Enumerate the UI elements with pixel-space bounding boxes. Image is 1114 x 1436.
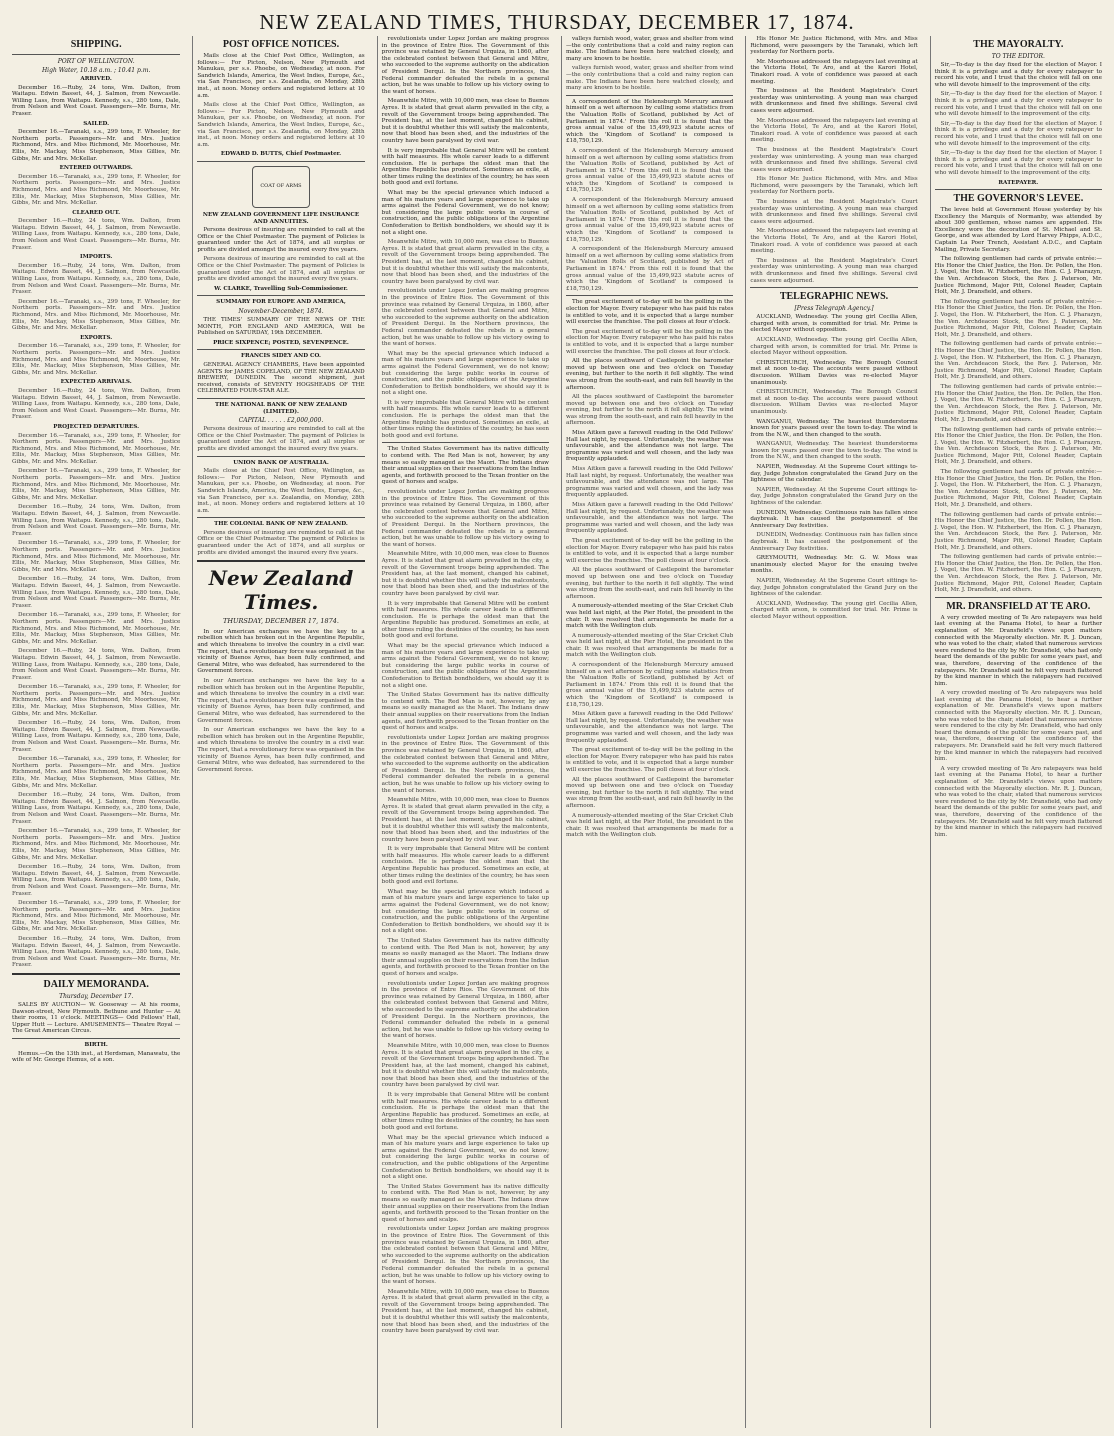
post-office-heading: POST OFFICE NOTICES. bbox=[222, 39, 340, 50]
shipping-news-4: December 16.—Ruby, 24 tons, Wm. Dalton, from Waitapu. Edwin Basset, 44, J. Salmon, from Newcastle. Willing Lass, from Waitapu. Kennedy, s.s., 280 tons, Dale, from Nelson and West Coast. Passengers—Mr. Burns, Mr. Fraser. bbox=[12, 576, 181, 609]
levee-list-5: The following gentlemen had cards of private entrée:—His Honor the Chief Justice, the Hon. Dr. Pollen, the Hon. J. Vogel, the Hon. W. Fitzherbert, the Hon. C. J. Pharazyn, the Ven. Archdeacon Stock, the Rev. J. Paterson, Mr. Justice Richmond, Major Pitt, Colonel Reader, Captain Holt, Mr. J. Dransfield, and others. bbox=[934, 426, 1102, 466]
col3-para-6: revolutionists under Lopez Jordan are making progress in the province of Entre Rios. The Government of this province was retained by General Urquiza, in 1860, after the celebrated contest between that General and Mitre, who succeeded to the supreme authority on the abdication of President Derqui. In the Northern provinces, the Federal commander defeated the rebels in a general action, but he was unable to follow up his victory owing to the want of horses. bbox=[381, 288, 549, 348]
imports-label: IMPORTS. bbox=[79, 254, 113, 261]
col4-para-8: Miss Aitken gave a farewell reading in the Odd Fellows' Hall last night, by request. Unfortunately, the weather was unfavourable, and the attendance was not large. The programme was varied and well chosen, and the lady was frequently applauded. bbox=[565, 711, 734, 744]
col4-para-5e: All the places southward of Castlepoint the barometer moved up between one and two o'clock on Tuesday evening, but further to the north it fell slightly. The wind was strong from the south-east, and rain fell heavily in the afternoon. bbox=[565, 567, 734, 600]
col3-para-10: revolutionists under Lopez Jordan are making progress in the province of Entre Rios. The Government of this province was retained by General Urquiza, in 1860, after the celebrated contest between that General and Mitre, who succeeded to the supreme authority on the abdication of President Derqui. In the Northern provinces, the Federal commander defeated the rebels in a general action, but he was unable to follow up his victory owing to the want of horses. bbox=[381, 489, 549, 548]
mayoralty-heading: THE MAYORALTY. bbox=[973, 39, 1064, 50]
dransfield-text-2: A very crowded meeting of Te Aro ratepayers was held last evening at the Panama Hotel, to hear a further explanation of Mr. Dransfield's views upon matters connected with the Mayoralty election. Mr. R. J. Duncan, who was voted to the chair, stated that numerous services were rendered to the city by Mr. Dransfield, who had only heard the demands of the public for some years past, and was, therefore, deserving of the confidence of the ratepayers. Mr. Dransfield said he felt very much flattered by the kind manner in which the ratepayers had received him. bbox=[934, 690, 1102, 763]
dransfield-text-3: A very crowded meeting of Te Aro ratepayers was held last evening at the Panama Hotel, to hear a further explanation of Mr. Dransfield's views upon matters connected with the Mayoralty election. Mr. R. J. Duncan, who was voted to the chair, stated that numerous services were rendered to the city by Mr. Dransfield, who had only heard the demands of the public for some years past, and was, therefore, deserving of the confidence of the ratepayers. Mr. Dransfield said he felt very much flattered by the kind manner in which the ratepayers had received him. bbox=[934, 765, 1102, 838]
col3-para-15: revolutionists under Lopez Jordan are making progress in the province of Entre Rios. The Government of this province was retained by General Urquiza, in 1860, after the celebrated contest between that General and Mitre, who succeeded to the supreme authority on the abdication of President Derqui. In the Northern provinces, the Federal commander defeated the rebels in a general action, but he was unable to follow up his victory owing to the want of horses. bbox=[381, 734, 549, 794]
col3-para-3: It is very improbable that General Mitre will be content with half measures. His whole career leads to a different conclusion. He is perhaps the oldest man that the Argentine Republic has produced. Sometimes an exile, at other times ruling the destinies of the country, he has seen both good and evil fortune. bbox=[381, 147, 549, 187]
editorial-dateline: THURSDAY, DECEMBER 17, 1874. bbox=[223, 617, 339, 626]
birth-label: BIRTH. bbox=[84, 1042, 108, 1048]
levee-list: The following gentlemen had cards of private entrée:—His Honor the Chief Justice, the Hon. Dr. Pollen, the Hon. J. Vogel, the Hon. W. Fitzherbert, the Hon. C. J. Pharazyn, the Ven. Archdeacon Stock, the Rev. J. Paterson, Mr. Justice Richmond, Major Pitt, Colonel Reader, Captain Holt, Mr. J. Dransfield, and others. bbox=[934, 256, 1102, 296]
col3-para-9: The United States Government has its native difficulty to contend with. The Red Man is not, however, by any means so easily managed as the Maori. The Indians draw their annual supplies on their reservations from the Indian agents, and forthwith proceed to the Texan frontier on the quest of horses and scalps. bbox=[381, 446, 549, 486]
column-4 bbox=[561, 36, 737, 1428]
col4-para-11: A numerously-attended meeting of the Star Cricket Club was held last night, at the Pier Hotel, the president in the chair. It was resolved that arrangements be made for a match with the Wellington club. bbox=[565, 812, 734, 839]
col3-para-8: It is very improbable that General Mitre will be content with half measures. His whole career leads to a different conclusion. He is perhaps the oldest man that the Argentine Republic has produced. Sometimes an exile, at other times ruling the destinies of the country, he has seen both good and evil fortune. bbox=[381, 399, 549, 439]
masthead: NEW ZEALAND TIMES, THURSDAY, DECEMBER 17, 1874. bbox=[259, 10, 855, 34]
telegram-greymouth: GREYMOUTH, Wednesday. Mr. G. W. Moss was unanimously elected Mayor for the ensuing twelve months. bbox=[750, 555, 918, 575]
insurance-heading: NEW ZEALAND GOVERNMENT LIFE INSURANCE AND ANNUITIES. bbox=[202, 211, 360, 225]
editorial-title: New Zealand Times. bbox=[208, 566, 354, 615]
summary-price: PRICE SIXPENCE; POSTED, SEVENPENCE. bbox=[213, 339, 349, 346]
entered-text: December 16.—Taranaki, s.s., 299 tons, F. Wheeler, for Northern ports. Passengers—Mr. and Mrs. Justice Richmond, Mrs. and Miss Richmond, Mr. Moorhouse, Mr. Ellis, Mr. Mackay, Miss Stephenson, Miss Gillies, Mr. Gibbs, Mr. and Mrs. McKellar. bbox=[12, 173, 181, 207]
memoranda-text: SALES BY AUCTION— W. Gooseway — At his rooms, Dawson-street, New Plymouth. Bethune and Hunter — At their rooms, 11 o'clock. MEETINGS— Odd Fellows' Hall, Upper Hutt — Lecture. AMUSEMENTS— Theatre Royal — The Great American Circus. bbox=[12, 1002, 181, 1035]
post-office-text-2: Mails close at the Chief Post Office, Wellington, as follows:— For Picton, Nelson, New Plymouth and Manukau, per s.s. Phoebe, on Wednesday, at noon. For Sandwich Islands, America, the West Indies, Europe, &c., via San Francisco, per s.s. Zealandia, on Monday, 28th inst., at noon. Money orders and registered letters at 10 a.m. bbox=[197, 102, 365, 148]
telegraphic-heading: TELEGRAPHIC NEWS. bbox=[779, 291, 889, 303]
telegram-wanganui: WANGANUI, Wednesday. The heaviest thunderstorms known for years passed over the town to-day. The wind is from the N.W., and then changed to the south. bbox=[750, 418, 918, 438]
col3-para-17: It is very improbable that General Mitre will be content with half measures. His whole career leads to a different conclusion. He is perhaps the oldest man that the Argentine Republic has produced. Sometimes an exile, at other times ruling the destinies of the country, he has seen both good and evil fortune. bbox=[381, 846, 549, 886]
exports-label: EXPORTS. bbox=[80, 334, 113, 341]
col5-para-4: Mr. Moorhouse addressed the ratepayers last evening at the Victoria Hotel, Te Aro, and at the Karori Hotel, Tinakori road. A vote of confidence was passed at each meeting. bbox=[750, 117, 918, 144]
telegram-extra-2: AUCKLAND, Wednesday. The young girl Cecilia Allen, charged with arson, is committed for trial. Mr. Prime is elected Mayor without opposition. bbox=[750, 600, 918, 620]
shipping-news-6: December 16.—Ruby, 24 tons, Wm. Dalton, from Waitapu. Edwin Basset, 44, J. Salmon, from Newcastle. Willing Lass, from Waitapu. Kennedy, s.s., 280 tons, Dale, from Nelson and West Coast. Passengers—Mr. Burns, Mr. Fraser. bbox=[12, 648, 181, 681]
editorial-text-3: In our American exchanges we have the key to a rebellion which has broken out in the Argentine Republic, and which threatens to involve the country in a civil war. The report, that a revolutionary force was organised in the vicinity of Buenos Ayres, has been fully confirmed, and General Mitre, who was defeated, has surrendered to the Government forces. bbox=[197, 727, 365, 773]
union-bank-heading: UNION BANK OF AUSTRALIA. bbox=[233, 459, 329, 466]
levee-list-4: The following gentlemen had cards of private entrée:—His Honor the Chief Justice, the Hon. Dr. Pollen, the Hon. J. Vogel, the Hon. W. Fitzherbert, the Hon. C. J. Pharazyn, the Ven. Archdeacon Stock, the Rev. J. Paterson, Mr. Justice Richmond, Major Pitt, Colonel Reader, Captain Holt, Mr. J. Dransfield, and others. bbox=[934, 383, 1102, 423]
col3-para-16: Meanwhile Mitre, with 10,000 men, was close to Buenos Ayres. It is stated that great alarm prevailed in the city, a revolt of the Government troops being apprehended. The President has, at the last moment, changed his cabinet, but it is doubtful whether this will satisfy the malcontents, now that blood has been shed, and the industries of the country have been paralysed by civil war. bbox=[381, 797, 549, 843]
col4-para-3b: The great excitement of to-day will be the polling in the election for Mayor. Every ratepayer who has paid his rates is entitled to vote, and it is expected that a large number will exercise the franchise. The poll closes at four o'clock. bbox=[565, 328, 734, 355]
col3-para-14: The United States Government has its native difficulty to contend with. The Red Man is not, however, by any means so easily managed as the Maori. The Indians draw their annual supplies on their reservations from the Indian agents, and forthwith proceed to the Texan frontier on the quest of horses and scalps. bbox=[381, 692, 549, 732]
telegram-napier-2: NAPIER, Wednesday. At the Supreme Court sittings to-day, Judge Johnston congratulated the Grand Jury on the lightness of the calendar. bbox=[750, 486, 918, 507]
telegram-auckland-2: AUCKLAND, Wednesday. The young girl Cecilia Allen, charged with arson, is committed for trial. Mr. Prime is elected Mayor without opposition. bbox=[750, 336, 918, 357]
projected-label: PROJECTED DEPARTURES. bbox=[53, 423, 140, 430]
imports-text: December 16.—Ruby, 24 tons, Wm. Dalton, from Waitapu. Edwin Basset, 44, J. Salmon, from Newcastle. Willing Lass, from Waitapu. Kennedy, s.s., 280 tons, Dale, from Nelson and West Coast. Passengers—Mr. Burns, Mr. Fraser. bbox=[12, 262, 181, 296]
col3-para-20: revolutionists under Lopez Jordan are making progress in the province of Entre Rios. The Government of this province was retained by General Urquiza, in 1860, after the celebrated contest between that General and Mitre, who succeeded to the supreme authority on the abdication of President Derqui. In the Northern provinces, the Federal commander defeated the rebels in a general action, but he was unable to follow up his victory owing to the want of horses. bbox=[381, 980, 549, 1040]
col3-para-4: What may be the special grievance which induced a man of his mature years and large experience to take up arms against the Federal Government, we do not know; but considering the large public works in course of construction, and the public obligations of the Argentine Confederation to British bondholders, we should say it is not a slight one. bbox=[381, 190, 549, 236]
col4-para-2b: A correspondent of the Helensburgh Mercury amused himself on a wet afternoon by culling some statistics from the 'Valuation Rolls of Scotland, published by Act of Parliament in 1874.' From this roll it is found that the gross annual value of the 15,499,923 statute acres of which the 'Kingdom of Scotland' is composed is £18,750,129. bbox=[565, 147, 734, 194]
col4-para-5: Miss Aitken gave a farewell reading in the Odd Fellows' Hall last night, by request. Unfortunately, the weather was unfavourable, and the attendance was not large. The programme was varied and well chosen, and the lady was frequently applauded. bbox=[565, 430, 734, 463]
col5-para-7: The business at the Resident Magistrate's Court yesterday was uninteresting. A young man was charged with drunkenness and fined five shillings. Several civil cases were adjourned. bbox=[750, 199, 918, 225]
col3-para-12: It is very improbable that General Mitre will be content with half measures. His whole career leads to a different conclusion. He is perhaps the oldest man that the Argentine Republic has produced. Sometimes an exile, at other times ruling the destinies of the country, he has seen both good and evil fortune. bbox=[381, 600, 549, 640]
col4-para-2c: A correspondent of the Helensburgh Mercury amused himself on a wet afternoon by culling some statistics from the 'Valuation Rolls of Scotland, published by Act of Parliament in 1874.' From this roll it is found that the gross annual value of the 15,499,923 statute acres of which the 'Kingdom of Scotland' is composed is £18,750,129. bbox=[565, 197, 734, 243]
col4-para-6b: A numerously-attended meeting of the Star Cricket Club was held last night, at the Pier Hotel, the president in the chair. It was resolved that arrangements be made for a match with the Wellington club. bbox=[565, 632, 734, 659]
shipping-news-9: December 16.—Taranaki, s.s., 299 tons, F. Wheeler, for Northern ports. Passengers—Mr. and Mrs. Justice Richmond, Mrs. and Miss Richmond, Mr. Moorhouse, Mr. Ellis, Mr. Mackay, Miss Stephenson, Miss Gillies, Mr. Gibbs, Mr. and Mrs. McKellar. bbox=[12, 756, 181, 789]
national-bank-capital: CAPITAL . . . . . £2,000,000. bbox=[238, 417, 324, 425]
sailings-text: December 16.—Taranaki, s.s., 299 tons, F. Wheeler, for Northern ports. Passengers—Mr. and Mrs. Justice Richmond, Mrs. and Miss Richmond, Mr. Moorhouse, Mr. Ellis, Mr. Mackay, Miss Stephenson, Miss Gillies, Mr. Gibbs, Mr. and Mrs. McKellar. bbox=[12, 129, 181, 162]
shipping-news-8: December 16.—Ruby, 24 tons, Wm. Dalton, from Waitapu. Edwin Basset, 44, J. Salmon, from Newcastle. Willing Lass, from Waitapu. Kennedy, s.s., 280 tons, Dale, from Nelson and West Coast. Passengers—Mr. Burns, Mr. Fraser. bbox=[12, 720, 181, 753]
sidey-text: GENERAL AGENCY CHAMBERS, Have been appointed AGENTS for JAMES COPELAND, OF THE NEW ZEALAND BREWERY, DUNEDIN. The second shipment, just received, consists of SEVENTY HOGSHEADS OF THE CELEBRATED FOUR-STAR ALE. bbox=[197, 362, 365, 395]
col4-para-3: The great excitement of to-day will be the polling in the election for Mayor. Every ratepayer who has paid his rates is entitled to vote, and it is expected that a large number will exercise the franchise. The poll closes at four o'clock. bbox=[565, 299, 734, 326]
shipping-heading: SHIPPING. bbox=[70, 39, 122, 50]
col3-para-18: What may be the special grievance which induced a man of his mature years and large experience to take up arms against the Federal Government, we do not know; but considering the large public works in course of construction, and the public obligations of the Argentine Confederation to British bondholders, we should say it is not a slight one. bbox=[381, 888, 549, 935]
col5-para-3: The business at the Resident Magistrate's Court yesterday was uninteresting. A young man was charged with drunkenness and fined five shillings. Several civil cases were adjourned. bbox=[750, 88, 918, 114]
column-5 bbox=[745, 36, 921, 1428]
col3-para-23: What may be the special grievance which induced a man of his mature years and large experience to take up arms against the Federal Government, we do not know; but considering the large public works in course of construction, and the public obligations of the Argentine Confederation to British bondholders, we should say it is not a slight one. bbox=[381, 1134, 549, 1181]
col3-para-19: The United States Government has its native difficulty to contend with. The Red Man is not, however, by any means so easily managed as the Maori. The Indians draw their annual supplies on their reservations from the Indian agents, and forthwith proceed to the Texan frontier on the quest of horses and scalps. bbox=[381, 938, 549, 977]
col5-para-8: Mr. Moorhouse addressed the ratepayers last evening at the Victoria Hotel, Te Aro, and at the Karori Hotel, Tinakori road. A vote of confidence was passed at each meeting. bbox=[750, 228, 918, 255]
col3-para-21: Meanwhile Mitre, with 10,000 men, was close to Buenos Ayres. It is stated that great alarm prevailed in the city, a revolt of the Government troops being apprehended. The President has, at the last moment, changed his cabinet, but it is doubtful whether this will satisfy the malcontents, now that blood has been shed, and the industries of the country have been paralysed by civil war. bbox=[381, 1042, 549, 1089]
col4-para-4: All the places southward of Castlepoint the barometer moved up between one and two o'clock on Tuesday evening, but further to the north it fell slightly. The wind was strong from the south-east, and rain fell heavily in the afternoon. bbox=[565, 358, 734, 391]
post-office-signature: EDWARD D. BUTTS, Chief Postmaster. bbox=[220, 151, 342, 158]
shipping-news-5: December 16.—Taranaki, s.s., 299 tons, F. Wheeler, for Northern ports. Passengers—Mr. and Mrs. Justice Richmond, Mrs. and Miss Richmond, Mr. Moorhouse, Mr. Ellis, Mr. Mackay, Miss Stephenson, Miss Gillies, Mr. Gibbs, Mr. and Mrs. McKellar. bbox=[12, 612, 181, 645]
shipping-news-14: December 16.—Ruby, 24 tons, Wm. Dalton, from Waitapu. Edwin Basset, 44, J. Salmon, from Newcastle. Willing Lass, from Waitapu. Kennedy, s.s., 280 tons, Dale, from Nelson and West Coast. Passengers—Mr. Burns, Mr. Fraser. bbox=[12, 936, 181, 969]
colonial-bank-heading: THE COLONIAL BANK OF NEW ZEALAND. bbox=[214, 521, 348, 528]
levee-list-3: The following gentlemen had cards of private entrée:—His Honor the Chief Justice, the Hon. Dr. Pollen, the Hon. J. Vogel, the Hon. W. Fitzherbert, the Hon. C. J. Pharazyn, the Ven. Archdeacon Stock, the Rev. J. Paterson, Mr. Justice Richmond, Major Pitt, Colonel Reader, Captain Holt, Mr. J. Dransfield, and others. bbox=[934, 341, 1102, 381]
col3-para-25: revolutionists under Lopez Jordan are making progress in the province of Entre Rios. The Government of this province was retained by General Urquiza, in 1860, after the celebrated contest between that General and Mitre, who succeeded to the supreme authority on the abdication of President Derqui. In the Northern provinces, the Federal commander defeated the rebels in a general action, but he was unable to follow up his victory owing to the want of horses. bbox=[381, 1226, 549, 1286]
mayoralty-text-2: Sir,—To-day is the day fixed for the election of Mayor. I think it is a privilege and a duty for every ratepayer to record his vote, and I trust that the choice will fall on one who will devote himself to the improvement of the city. bbox=[934, 91, 1102, 118]
tide-line: High Water, 10.18 a.m. ; 10.41 p.m. bbox=[41, 67, 151, 74]
port-line: PORT OF WELLINGTON. bbox=[57, 58, 135, 65]
shipping-news-12: December 16.—Ruby, 24 tons, Wm. Dalton, from Waitapu. Edwin Basset, 44, J. Salmon, from Newcastle. Willing Lass, from Waitapu. Kennedy, s.s., 280 tons, Dale, from Nelson and West Coast. Passengers—Mr. Burns, Mr. Fraser. bbox=[12, 864, 181, 897]
telegram-christchurch: CHRISTCHURCH, Wednesday. The Borough Council met at noon to-day. The accounts were passed without discussion. William Davies was re-elected Mayor unanimously. bbox=[750, 359, 918, 386]
telegram-wanganui-2: WANGANUI, Wednesday. The heaviest thunderstorms known for years passed over the town to-day. The wind is from the N.W., and then changed to the south. bbox=[750, 441, 918, 461]
column-3 bbox=[377, 36, 553, 1428]
shipping-news-13: December 16.—Taranaki, s.s., 299 tons, F. Wheeler, for Northern ports. Passengers—Mr. and Mrs. Justice Richmond, Mrs. and Miss Richmond, Mr. Moorhouse, Mr. Ellis, Mr. Mackay, Miss Stephenson, Miss Gillies, Mr. Gibbs, Mr. and Mrs. McKellar. bbox=[12, 900, 181, 933]
insurance-text: Persons desirous of insuring are reminded to call at the Office or the Chief Postmaster. The payment of Policies is guaranteed under the Act of 1874, and all surplus or profits are divided amongst the insured every five years. bbox=[197, 227, 365, 253]
memoranda-date: Thursday, December 17. bbox=[59, 993, 134, 1001]
shipping-news-1: December 16.—Taranaki, s.s., 299 tons, F. Wheeler, for Northern ports. Passengers—Mr. and Mrs. Justice Richmond, Mrs. and Miss Richmond, Mr. Moorhouse, Mr. Ellis, Mr. Mackay, Miss Stephenson, Miss Gillies, Mr. Gibbs, Mr. and Mrs. McKellar. bbox=[12, 468, 181, 501]
col3-para-11: Meanwhile Mitre, with 10,000 men, was close to Buenos Ayres. It is stated that great alarm prevailed in the city, a revolt of the Government troops being apprehended. The President has, at the last moment, changed his cabinet, but it is doubtful whether this will satisfy the malcontents, now that blood has been shed, and the industries of the country have been paralysed by civil war. bbox=[381, 551, 549, 597]
column-6 bbox=[930, 36, 1106, 1428]
col5-para-1: His Honor Mr. Justice Richmond, with Mrs. and Miss Richmond, were passengers by the Taranaki, which left yesterday for Northern ports. bbox=[750, 36, 918, 56]
insurance-text-2: Persons desirous of insuring are reminded to call at the Office or the Chief Postmaster. The payment of Policies is guaranteed under the Act of 1874, and all surplus or profits are divided amongst the insured every five years. bbox=[197, 256, 365, 283]
dransfield-text: A very crowded meeting of Te Aro ratepayers was held last evening at the Panama Hotel, to hear a further explanation of Mr. Dransfield's views upon matters connected with the Mayoralty election. Mr. R. J. Duncan, who was voted to the chair, stated that numerous services were rendered to the city by Mr. Dransfield, who had only heard the demands of the public for some years past, and was, therefore, deserving of the confidence of the ratepayers. Mr. Dransfield said he felt very much flattered by the kind manner in which the ratepayers had received him. bbox=[934, 614, 1102, 687]
mayoralty-signature: RATEPAYER. bbox=[998, 179, 1039, 186]
summary-date: November-December, 1874. bbox=[238, 308, 324, 316]
times-summary-text: THE TIMES' SUMMARY OF THE NEWS OF THE MONTH, FOR ENGLAND AND AMERICA, Will be Published on SATURDAY, 19th DECEMBER. bbox=[197, 317, 365, 337]
sailed-label: SAILED. bbox=[83, 120, 110, 127]
post-office-text: Mails close at the Chief Post Office, Wellington, as follows:— For Picton, Nelson, New Plymouth and Manukau, per s.s. Phoebe, on Wednesday, at noon. For Sandwich Islands, America, the West Indies, Europe, &c., via San Francisco, per s.s. Zealandia, on Monday, 28th inst., at noon. Money orders and registered letters at 10 a.m. bbox=[197, 53, 365, 99]
col3-para-5: Meanwhile Mitre, with 10,000 men, was close to Buenos Ayres. It is stated that great alarm prevailed in the city, a revolt of the Government troops being apprehended. The President has, at the last moment, changed his cabinet, but it is doubtful whether this will satisfy the malcontents, now that blood has been shed, and the industries of the country have been paralysed by civil war. bbox=[381, 239, 549, 285]
telegram-auckland: AUCKLAND, Wednesday. The young girl Cecilia Allen, charged with arson, is committed for trial. Mr. Prime is elected Mayor without opposition. bbox=[750, 314, 918, 334]
col4-para-9: The great excitement of to-day will be the polling in the election for Mayor. Every ratepayer who has paid his rates is entitled to vote, and it is expected that a large number will exercise the franchise. The poll closes at four o'clock. bbox=[565, 747, 734, 773]
columns bbox=[8, 36, 1106, 1428]
levee-list-7: The following gentlemen had cards of private entrée:—His Honor the Chief Justice, the Hon. Dr. Pollen, the Hon. J. Vogel, the Hon. W. Fitzherbert, the Hon. C. J. Pharazyn, the Ven. Archdeacon Stock, the Rev. J. Paterson, Mr. Justice Richmond, Major Pitt, Colonel Reader, Captain Holt, Mr. J. Dransfield, and others. bbox=[934, 511, 1102, 551]
levee-list-8: The following gentlemen had cards of private entrée:—His Honor the Chief Justice, the Hon. Dr. Pollen, the Hon. J. Vogel, the Hon. W. Fitzherbert, the Hon. C. J. Pharazyn, the Ven. Archdeacon Stock, the Rev. J. Paterson, Mr. Justice Richmond, Major Pitt, Colonel Reader, Captain Holt, Mr. J. Dransfield, and others. bbox=[934, 554, 1102, 594]
col4-para-7: A correspondent of the Helensburgh Mercury amused himself on a wet afternoon by culling some statistics from the 'Valuation Rolls of Scotland, published by Act of Parliament in 1874.' From this roll it is found that the gross annual value of the 15,499,923 statute acres of which the 'Kingdom of Scotland' is composed is £18,750,129. bbox=[565, 662, 734, 708]
telegram-christchurch-2: CHRISTCHURCH, Wednesday. The Borough Council met at noon to-day. The accounts were passed without discussion. William Davies was re-elected Mayor unanimously. bbox=[750, 389, 918, 415]
levee-list-6: The following gentlemen had cards of private entrée:—His Honor the Chief Justice, the Hon. Dr. Pollen, the Hon. J. Vogel, the Hon. W. Fitzherbert, the Hon. C. J. Pharazyn, the Ven. Archdeacon Stock, the Rev. J. Paterson, Mr. Justice Richmond, Major Pitt, Colonel Reader, Captain Holt, Mr. J. Dransfield, and others. bbox=[934, 469, 1102, 509]
entered-label: ENTERED OUTWARDS. bbox=[59, 165, 133, 172]
col5-para-5: The business at the Resident Magistrate's Court yesterday was uninteresting. A young man was charged with drunkenness and fined five shillings. Several civil cases were adjourned. bbox=[750, 146, 918, 173]
memoranda-heading: DAILY MEMORANDA. bbox=[43, 979, 149, 991]
col3-para-7: What may be the special grievance which induced a man of his mature years and large experience to take up arms against the Federal Government, we do not know; but considering the large public works in course of construction, and the public obligations of the Argentine Confederation to British bondholders, we should say it is not a slight one. bbox=[381, 350, 549, 397]
mayoralty-text-3: Sir,—To-day is the day fixed for the election of Mayor. I think it is a privilege and a duty for every ratepayer to record his vote, and I trust that the choice will fall on one who will devote himself to the improvement of the city. bbox=[934, 120, 1102, 147]
telegram-dunedin-2: DUNEDIN, Wednesday. Continuous rain has fallen since daybreak. It has caused the postponement of the Anniversary Day festivities. bbox=[750, 532, 918, 552]
insurance-signature: W. CLARKE, Travelling Sub-Commissioner. bbox=[214, 285, 348, 292]
dransfield-heading: MR. DRANSFIELD AT TE ARO. bbox=[946, 600, 1091, 612]
levee-heading: THE GOVERNOR'S LEVEE. bbox=[953, 193, 1084, 205]
telegram-dunedin: DUNEDIN, Wednesday. Continuous rain has fallen since daybreak. It has caused the postponement of the Anniversary Day festivities. bbox=[750, 509, 918, 529]
shipping-news-3: December 16.—Taranaki, s.s., 299 tons, F. Wheeler, for Northern ports. Passengers—Mr. and Mrs. Justice Richmond, Mrs. and Miss Richmond, Mr. Moorhouse, Mr. Ellis, Mr. Mackay, Miss Stephenson, Miss Gillies, Mr. Gibbs, Mr. and Mrs. McKellar. bbox=[12, 540, 181, 573]
national-bank-heading: THE NATIONAL BANK OF NEW ZEALAND (LIMITED). bbox=[214, 401, 348, 415]
shipping-news-10: December 16.—Ruby, 24 tons, Wm. Dalton, from Waitapu. Edwin Basset, 44, J. Salmon, from Newcastle. Willing Lass, from Waitapu. Kennedy, s.s., 280 tons, Dale, from Nelson and West Coast. Passengers—Mr. Burns, Mr. Fraser. bbox=[12, 792, 181, 825]
editorial-text: In our American exchanges we have the key to a rebellion which has broken out in the Argentine Republic, and which threatens to involve the country in a civil war. The report, that a revolutionary force was organised in the vicinity of Buenos Ayres, has been fully confirmed, and General Mitre, who was defeated, has surrendered to the Government forces. bbox=[197, 628, 365, 675]
col4-para-5d: The great excitement of to-day will be the polling in the election for Mayor. Every ratepayer who has paid his rates is entitled to vote, and it is expected that a large number will exercise the franchise. The poll closes at four o'clock. bbox=[565, 537, 734, 564]
col4-para-1: valleys furnish wood, water, grass and shelter from wind—the only contributions that a cold and rainy region can make. The Indians have been here watched closely, and many are known to be hostile. bbox=[565, 36, 734, 62]
column-2 bbox=[192, 36, 368, 1428]
column-1 bbox=[8, 36, 184, 1428]
telegram-extra-1: NAPIER, Wednesday. At the Supreme Court sittings to-day, Judge Johnston congratulated the Grand Jury on the lightness of the calendar. bbox=[750, 577, 918, 598]
national-bank-text: Persons desirous of insuring are reminded to call at the Office or the Chief Postmaster. The payment of Policies is guaranteed under the Act of 1874, and all surplus or profits are divided amongst the insured every five years. bbox=[197, 426, 365, 452]
col4-para-10: All the places southward of Castlepoint the barometer moved up between one and two o'clock on Tuesday evening, but further to the north it fell slightly. The wind was strong from the south-east, and rain fell heavily in the afternoon. bbox=[565, 776, 734, 809]
col4-para-2d: A correspondent of the Helensburgh Mercury amused himself on a wet afternoon by culling some statistics from the 'Valuation Rolls of Scotland, published by Act of Parliament in 1874.' From this roll it is found that the gross annual value of the 15,499,923 statute acres of which the 'Kingdom of Scotland' is composed is £18,750,129. bbox=[565, 246, 734, 292]
telegraphic-subheading: [Press Telegraph Agency.] bbox=[794, 305, 874, 313]
col4-para-5b: Miss Aitken gave a farewell reading in the Odd Fellows' Hall last night, by request. Unfortunately, the weather was unfavourable, and the attendance was not large. The programme was varied and well chosen, and the lady was frequently applauded. bbox=[565, 466, 734, 499]
mayoralty-subheading: TO THE EDITOR. bbox=[991, 53, 1045, 60]
col5-para-2: Mr. Moorhouse addressed the ratepayers last evening at the Victoria Hotel, Te Aro, and at the Karori Hotel, Tinakori road. A vote of confidence was passed at each meeting. bbox=[750, 58, 918, 85]
col3-para-22: It is very improbable that General Mitre will be content with half measures. His whole career leads to a different conclusion. He is perhaps the oldest man that the Argentine Republic has produced. Sometimes an exile, at other times ruling the destinies of the country, he has seen both good and evil fortune. bbox=[381, 1092, 549, 1132]
mayoralty-text-4: Sir,—To-day is the day fixed for the election of Mayor. I think it is a privilege and a duty for every ratepayer to record his vote, and I trust that the choice will fall on one who will devote himself to the improvement of the city. bbox=[934, 150, 1102, 176]
cleared-label: CLEARED OUT. bbox=[72, 209, 121, 216]
col5-para-6: His Honor Mr. Justice Richmond, with Mrs. and Miss Richmond, were passengers by the Taranaki, which left yesterday for Northern ports. bbox=[750, 176, 918, 196]
arrivals-text: December 16.—Ruby, 24 tons, Wm. Dalton, from Waitapu. Edwin Basset, 44, J. Salmon, from Newcastle. Willing Lass, from Waitapu. Kennedy, s.s., 280 tons, Dale, from Nelson and West Coast. Passengers—Mr. Burns, Mr. Fraser. bbox=[12, 84, 181, 117]
editorial-text-2: In our American exchanges we have the key to a rebellion which has broken out in the Argentine Republic, and which threatens to involve the country in a civil war. The report, that a revolutionary force was organised in the vicinity of Buenos Ayres, has been fully confirmed, and General Mitre, who was defeated, has surrendered to the Government forces. bbox=[197, 678, 365, 724]
shipping-news-2: December 16.—Ruby, 24 tons, Wm. Dalton, from Waitapu. Edwin Basset, 44, J. Salmon, from Newcastle. Willing Lass, from Waitapu. Kennedy, s.s., 280 tons, Dale, from Nelson and West Coast. Passengers—Mr. Burns, Mr. Fraser. bbox=[12, 504, 181, 537]
col3-para-24: The United States Government has its native difficulty to contend with. The Red Man is not, however, by any means so easily managed as the Maori. The Indians draw their annual supplies on their reservations from the Indian agents, and forthwith proceed to the Texan frontier on the quest of horses and scalps. bbox=[381, 1183, 549, 1223]
col3-para-2: Meanwhile Mitre, with 10,000 men, was close to Buenos Ayres. It is stated that great alarm prevailed in the city, a revolt of the Government troops being apprehended. The President has, at the last moment, changed his cabinet, but it is doubtful whether this will satisfy the malcontents, now that blood has been shed, and the industries of the country have been paralysed by civil war. bbox=[381, 98, 549, 144]
shipping-news-7: December 16.—Taranaki, s.s., 299 tons, F. Wheeler, for Northern ports. Passengers—Mr. and Mrs. Justice Richmond, Mrs. and Miss Richmond, Mr. Moorhouse, Mr. Ellis, Mr. Mackay, Miss Stephenson, Miss Gillies, Mr. Gibbs, Mr. and Mrs. McKellar. bbox=[12, 684, 181, 717]
col3-para-1: revolutionists under Lopez Jordan are making progress in the province of Entre Rios. The Government of this province was retained by General Urquiza, in 1860, after the celebrated contest between that General and Mitre, who succeeded to the supreme authority on the abdication of President Derqui. In the Northern provinces, the Federal commander defeated the rebels in a general action, but he was unable to follow up his victory owing to the want of horses. bbox=[381, 36, 549, 95]
telegram-napier: NAPIER, Wednesday. At the Supreme Court sittings to-day, Judge Johnston congratulated the Grand Jury on the lightness of the calendar. bbox=[750, 464, 918, 484]
cleared-text: December 16.—Ruby, 24 tons, Wm. Dalton, from Waitapu. Edwin Basset, 44, J. Salmon, from Newcastle. Willing Lass, from Waitapu. Kennedy, s.s., 280 tons, Dale, from Nelson and West Coast. Passengers—Mr. Burns, Mr. Fraser. bbox=[12, 218, 181, 251]
shipping-news-11: December 16.—Taranaki, s.s., 299 tons, F. Wheeler, for Northern ports. Passengers—Mr. and Mrs. Justice Richmond, Mrs. and Miss Richmond, Mr. Moorhouse, Mr. Ellis, Mr. Mackay, Miss Stephenson, Miss Gillies, Mr. Gibbs, Mr. and Mrs. McKellar. bbox=[12, 828, 181, 861]
col4-para-1b: valleys furnish wood, water, grass and shelter from wind—the only contributions that a cold and rainy region can make. The Indians have been here watched closely, and many are known to be hostile. bbox=[565, 65, 734, 92]
summary-heading: SUMMARY FOR EUROPE AND AMERICA, bbox=[216, 299, 346, 306]
col4-para-4b: All the places southward of Castlepoint the barometer moved up between one and two o'clock on Tuesday evening, but further to the north it fell slightly. The wind was strong from the south-east, and rain fell heavily in the afternoon. bbox=[565, 394, 734, 427]
col4-para-6: A numerously-attended meeting of the Star Cricket Club was held last night, at the Pier Hotel, the president in the chair. It was resolved that arrangements be made for a match with the Wellington club. bbox=[565, 603, 734, 630]
imports-text-2: December 16.—Taranaki, s.s., 299 tons, F. Wheeler, for Northern ports. Passengers—Mr. and Mrs. Justice Richmond, Mrs. and Miss Richmond, Mr. Moorhouse, Mr. Ellis, Mr. Mackay, Miss Stephenson, Miss Gillies, Mr. Gibbs, Mr. and Mrs. McKellar. bbox=[12, 298, 181, 332]
exports-text: December 16.—Taranaki, s.s., 299 tons, F. Wheeler, for Northern ports. Passengers—Mr. and Mrs. Justice Richmond, Mrs. and Miss Richmond, Mr. Moorhouse, Mr. Ellis, Mr. Mackay, Miss Stephenson, Miss Gillies, Mr. Gibbs, Mr. and Mrs. McKellar. bbox=[12, 343, 181, 376]
arrived-label: ARRIVED. bbox=[80, 76, 112, 82]
expected-text: December 16.—Ruby, 24 tons, Wm. Dalton, from Waitapu. Edwin Basset, 44, J. Salmon, from Newcastle. Willing Lass, from Waitapu. Kennedy, s.s., 280 tons, Dale, from Nelson and West Coast. Passengers—Mr. Burns, Mr. Fraser. bbox=[12, 387, 181, 421]
union-bank-text: Mails close at the Chief Post Office, Wellington, as follows:— For Picton, Nelson, New Plymouth and Manukau, per s.s. Phoebe, on Wednesday, at noon. For Sandwich Islands, America, the West Indies, Europe, &c., via San Francisco, per s.s. Zealandia, on Monday, 28th inst., at noon. Money orders and registered letters at 10 a.m. bbox=[197, 468, 365, 514]
col3-para-26: Meanwhile Mitre, with 10,000 men, was close to Buenos Ayres. It is stated that great alarm prevailed in the city, a revolt of the Government troops being apprehended. The President has, at the last moment, changed his cabinet, but it is doubtful whether this will satisfy the malcontents, now that blood has been shed, and the industries of the country have been paralysed by civil war. bbox=[381, 1288, 549, 1335]
col4-para-2: A correspondent of the Helensburgh Mercury amused himself on a wet afternoon by culling some statistics from the 'Valuation Rolls of Scotland, published by Act of Parliament in 1874.' From this roll it is found that the gross annual value of the 15,499,923 statute acres of which the 'Kingdom of Scotland' is composed is £18,750,129. bbox=[565, 98, 734, 145]
levee-list-2: The following gentlemen had cards of private entrée:—His Honor the Chief Justice, the Hon. Dr. Pollen, the Hon. J. Vogel, the Hon. W. Fitzherbert, the Hon. C. J. Pharazyn, the Ven. Archdeacon Stock, the Rev. J. Paterson, Mr. Justice Richmond, Major Pitt, Colonel Reader, Captain Holt, Mr. J. Dransfield, and others. bbox=[934, 298, 1102, 338]
levee-text: The levee held at Government House yesterday by his Excellency the Marquis of Normanby, was attended by about 300 gentlemen, whose names are appended. His Excellency wore the decoration of St. Michael and St. George, and was attended by Lord Harvey Phipps, A.D.C., Captain La Poer Trench, Assistant A.D.C., and Captain Mailing, Private Secretary. bbox=[934, 207, 1102, 253]
mayoralty-text: Sir,—To-day is the day fixed for the election of Mayor. I think it is a privilege and a duty for every ratepayer to record his vote, and I trust that the choice will fall on one who will devote himself to the improvement of the city. bbox=[934, 62, 1102, 88]
birth-text: Hemus.—On the 13th inst., at Herdsman, Manawatu, the wife of Mr. George Hemus, of a son. bbox=[12, 1050, 181, 1064]
projected-text: December 16.—Taranaki, s.s., 299 tons, F. Wheeler, for Northern ports. Passengers—Mr. and Mrs. Justice Richmond, Mrs. and Miss Richmond, Mr. Moorhouse, Mr. Ellis, Mr. Mackay, Miss Stephenson, Miss Gillies, Mr. Gibbs, Mr. and Mrs. McKellar. bbox=[12, 432, 181, 465]
col3-para-13: What may be the special grievance which induced a man of his mature years and large experience to take up arms against the Federal Government, we do not know; but considering the large public works in course of construction, and the public obligations of the Argentine Confederation to British bondholders, we should say it is not a slight one. bbox=[381, 643, 549, 689]
coat-of-arms-icon: COAT OF ARMS bbox=[252, 166, 310, 208]
expected-label: EXPECTED ARRIVALS. bbox=[60, 379, 132, 386]
col5-para-9: The business at the Resident Magistrate's Court yesterday was uninteresting. A young man was charged with drunkenness and fined five shillings. Several civil cases were adjourned. bbox=[750, 257, 918, 284]
sidey-heading: FRANCIS SIDEY AND CO. bbox=[240, 353, 322, 360]
col4-para-5c: Miss Aitken gave a farewell reading in the Odd Fellows' Hall last night, by request. Unfortunately, the weather was unfavourable, and the attendance was not large. The programme was varied and well chosen, and the lady was frequently applauded. bbox=[565, 502, 734, 535]
colonial-bank-text: Persons desirous of insuring are reminded to call at the Office or the Chief Postmaster. The payment of Policies is guaranteed under the Act of 1874, and all surplus or profits are divided amongst the insured every five years. bbox=[197, 529, 365, 556]
